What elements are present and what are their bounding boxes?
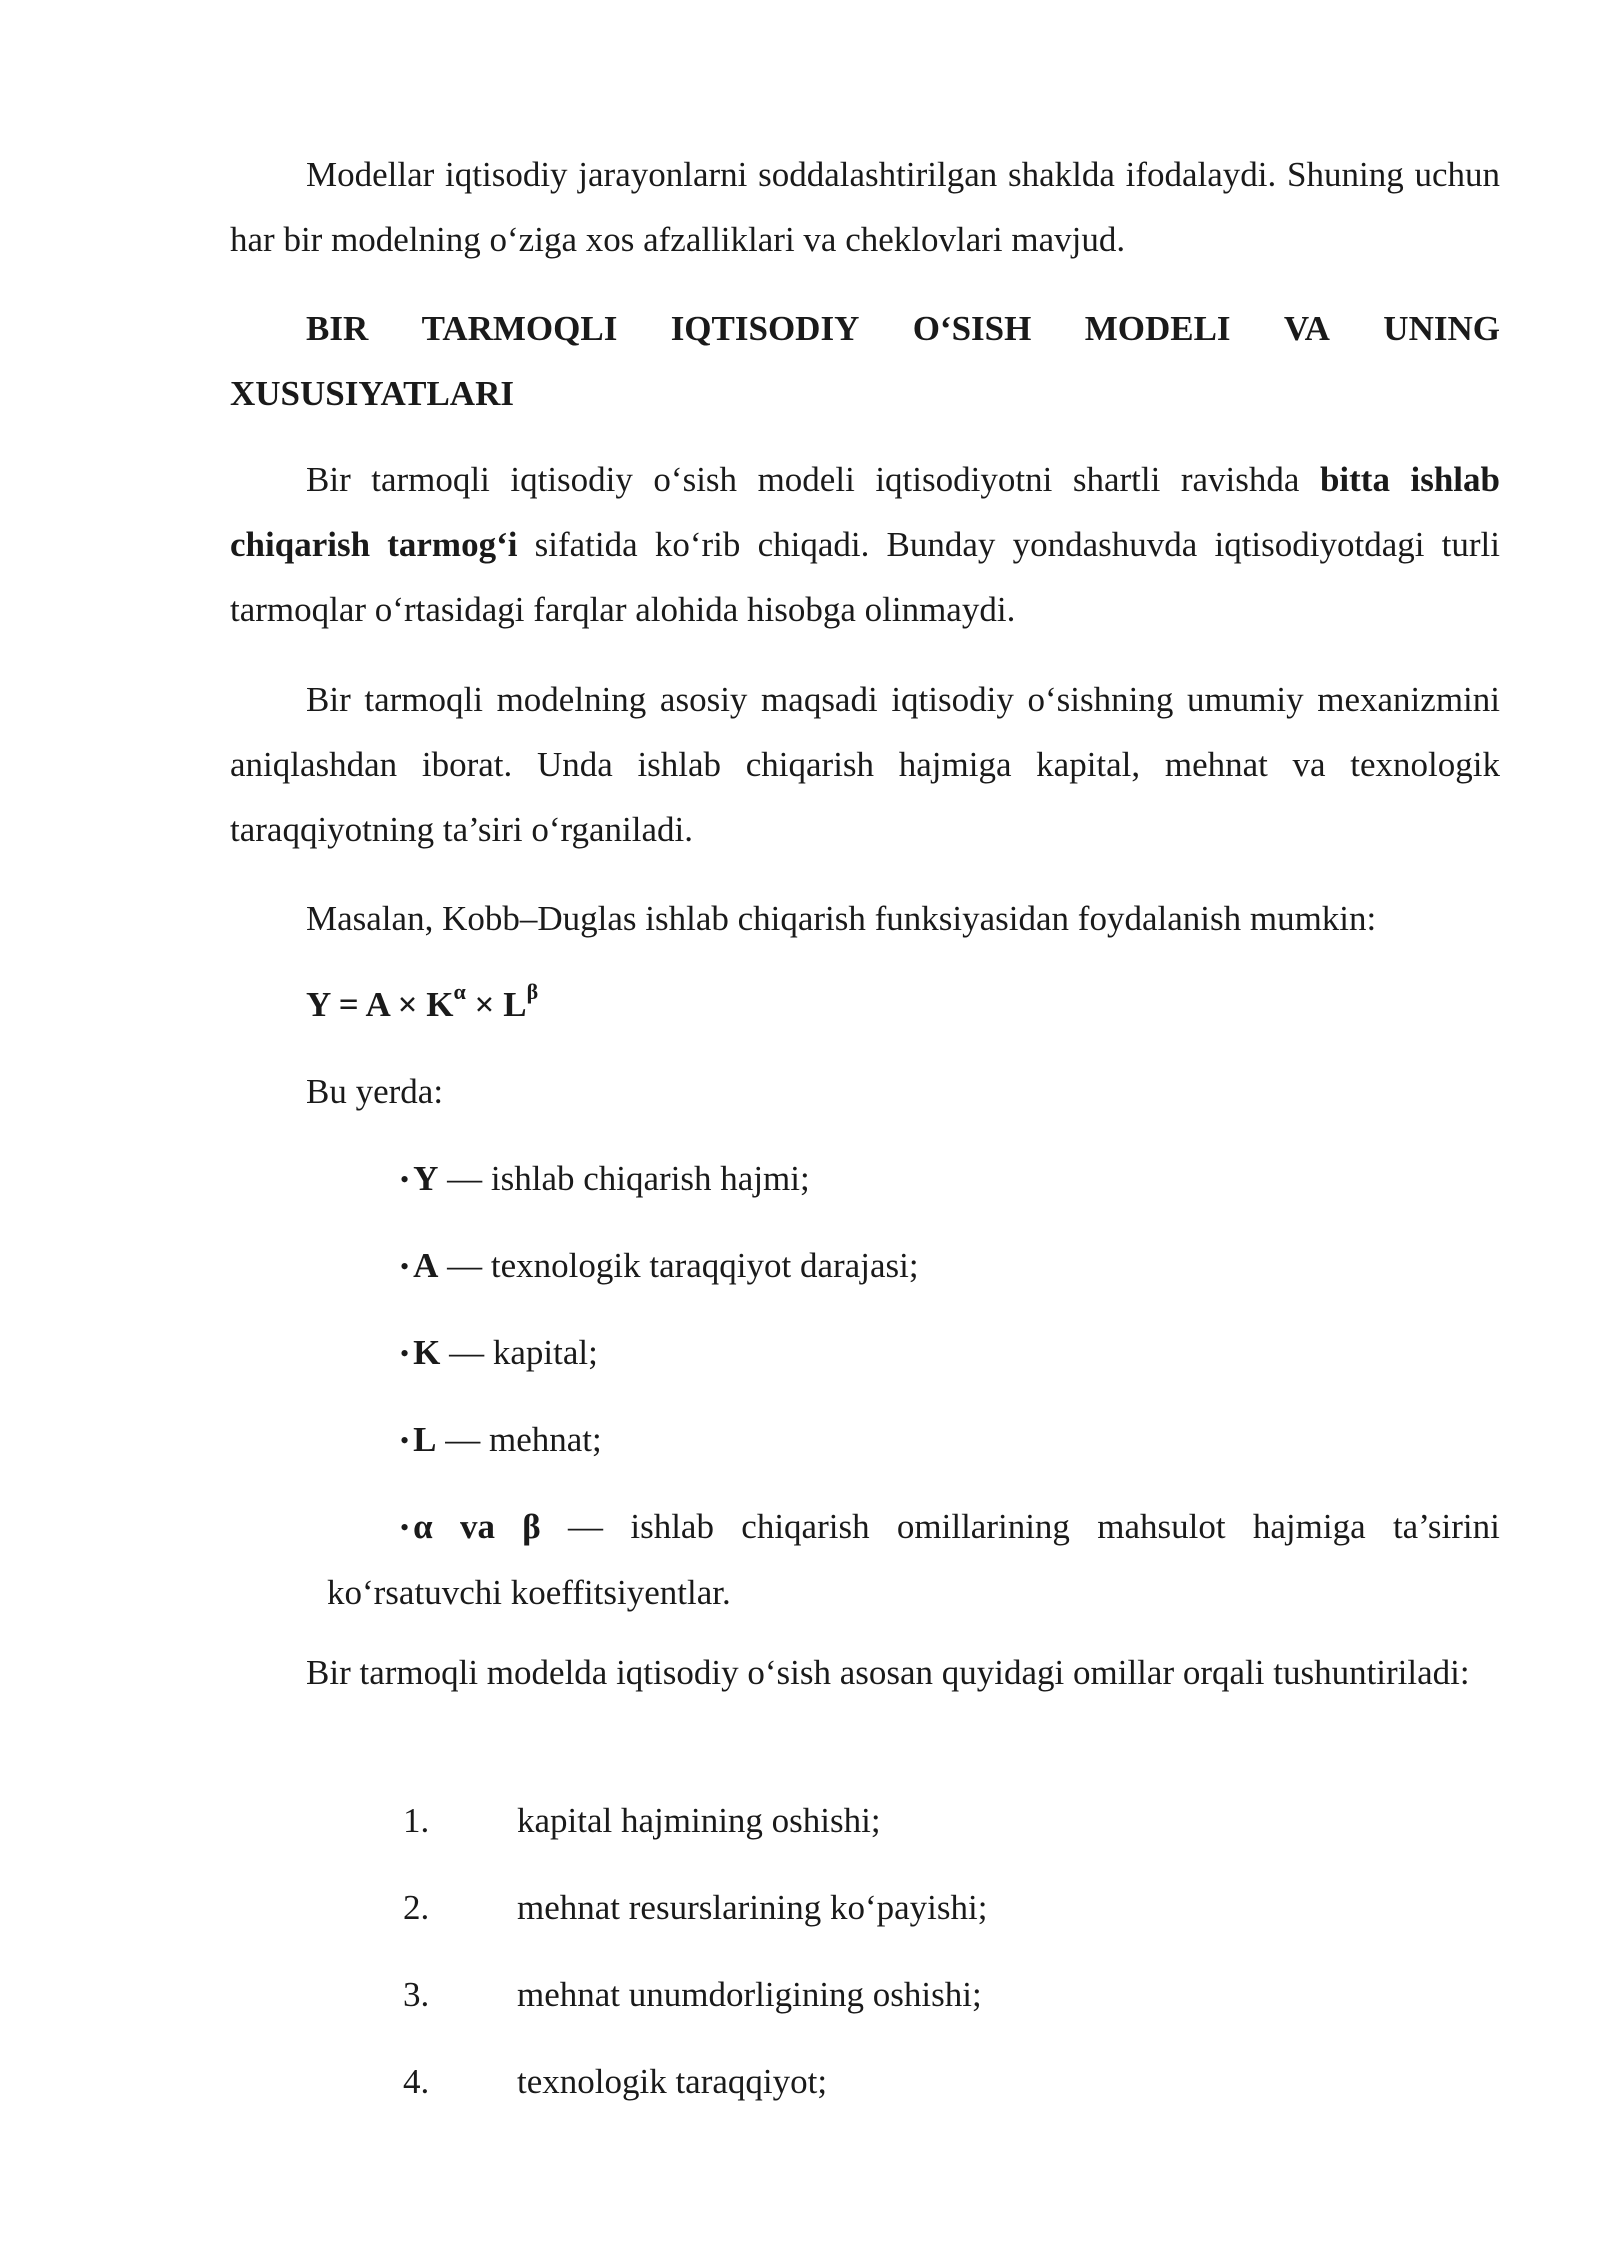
- paragraph-intro: Modellar iqtisodiy jarayonlarni soddalashtirilgan shaklda ifodalaydi. Shuning uchun har bir modelning o‘ziga xos afzalliklari va cheklovlari mavjud.: [230, 155, 1500, 259]
- bullet-icon: •: [400, 1252, 410, 1281]
- bullet-item: [400, 1320, 598, 1386]
- heading-word: VA: [1283, 309, 1330, 348]
- where-label: Bu yerda:: [306, 1072, 444, 1111]
- item-text: texnologik taraqqiyot;: [517, 2062, 828, 2101]
- item-text: kapital hajmining oshishi;: [517, 1801, 881, 1840]
- bullet-term: A: [413, 1246, 439, 1285]
- item-number: 4.: [403, 2062, 430, 2101]
- cobb-douglas-formula: [306, 972, 538, 1037]
- heading-word: IQTISODIY: [670, 309, 860, 348]
- numbered-item: [403, 2049, 827, 2114]
- bullet-text: — kapital;: [440, 1333, 598, 1372]
- item-text: mehnat unumdorligining oshishi;: [517, 1975, 982, 2014]
- heading-word: BIR: [306, 309, 369, 348]
- paragraph-text: Bir tarmoqli iqtisodiy o‘sish modeli iqtisodiyotni shartli ravishda: [306, 460, 1320, 499]
- bold-term: bitta ishlab chiqarish tarmog‘i: [230, 460, 1500, 564]
- heading-word: O‘SISH: [912, 309, 1032, 348]
- bullet-word: ta’sirini: [1392, 1507, 1500, 1546]
- bullet-word: ishlab: [630, 1507, 714, 1546]
- bullet-text: — texnologik taraqqiyot darajasi;: [438, 1246, 919, 1285]
- paragraph-definition: [230, 447, 1500, 642]
- bullet-icon: •: [400, 1165, 410, 1194]
- bullet-term: va: [459, 1507, 495, 1546]
- heading-word: TARMOQLI: [421, 309, 618, 348]
- bullet-item: [400, 1407, 602, 1473]
- section-heading-line2: XUSUSIYATLARI: [230, 374, 514, 413]
- numbered-item: [403, 1788, 881, 1853]
- bullet-icon: •: [400, 1339, 410, 1368]
- paragraph-factors: Bir tarmoqli modelda iqtisodiy o‘sish asosan quyidagi omillar orqali tushuntiriladi:: [306, 1653, 1470, 1692]
- bullet-term: Y: [413, 1159, 439, 1198]
- bullet-term: α: [413, 1507, 433, 1546]
- bullet-word: omillarining: [896, 1507, 1070, 1546]
- heading-word: UNING: [1383, 309, 1500, 348]
- formula-exponent-alpha: α: [453, 979, 466, 1005]
- bullet-term: K: [413, 1333, 441, 1372]
- bullet-text: — ishlab chiqarish hajmi;: [438, 1159, 810, 1198]
- bullet-item-coefficients: [327, 1494, 1500, 1625]
- paragraph-example: Masalan, Kobb–Duglas ishlab chiqarish funksiyasidan foydalanish mumkin:: [306, 899, 1377, 938]
- formula-part: × L: [465, 985, 527, 1024]
- item-number: 1.: [403, 1801, 430, 1840]
- bullet-word: hajmiga: [1252, 1507, 1366, 1546]
- formula-part: Y = A × K: [306, 985, 454, 1024]
- bullet-term: β: [522, 1507, 541, 1546]
- bullet-icon: •: [400, 1513, 410, 1542]
- bullet-term-group: [400, 1494, 433, 1560]
- paragraph-text: sifatida ko‘rib chiqadi. Bunday yondashuvda iqtisodiyotdagi turli tarmoqlar o‘rtasidagi farqlar alohida hisobga olinmaydi.: [230, 525, 1500, 629]
- bullet-item: [400, 1146, 810, 1212]
- bullet-icon: •: [400, 1426, 410, 1455]
- bullet-word: —: [568, 1507, 604, 1546]
- item-number: 2.: [403, 1888, 430, 1927]
- section-heading-line1: [230, 296, 1500, 361]
- formula-exponent-beta: β: [526, 979, 539, 1005]
- item-text: mehnat resurslarining ko‘payishi;: [517, 1888, 988, 1927]
- paragraph-purpose: Bir tarmoqli modelning asosiy maqsadi iqtisodiy o‘sishning umumiy mexanizmini aniqlashdan iborat. Unda ishlab chiqarish hajmiga kapital, mehnat va texnologik taraqqiyotning ta’siri o‘rganiladi.: [230, 680, 1500, 849]
- bullet-term: L: [413, 1420, 437, 1459]
- section-heading: [230, 296, 1500, 426]
- bullet-text: — mehnat;: [436, 1420, 602, 1459]
- numbered-item: [403, 1962, 982, 2027]
- bullet-line2: ko‘rsatuvchi koeffitsiyentlar.: [327, 1573, 731, 1612]
- bullet-line1: [327, 1494, 1500, 1560]
- bullet-word: chiqarish: [741, 1507, 870, 1546]
- numbered-item: [403, 1875, 987, 1940]
- bullet-item: [400, 1233, 919, 1299]
- heading-word: MODELI: [1084, 309, 1231, 348]
- item-number: 3.: [403, 1975, 430, 2014]
- bullet-word: mahsulot: [1097, 1507, 1226, 1546]
